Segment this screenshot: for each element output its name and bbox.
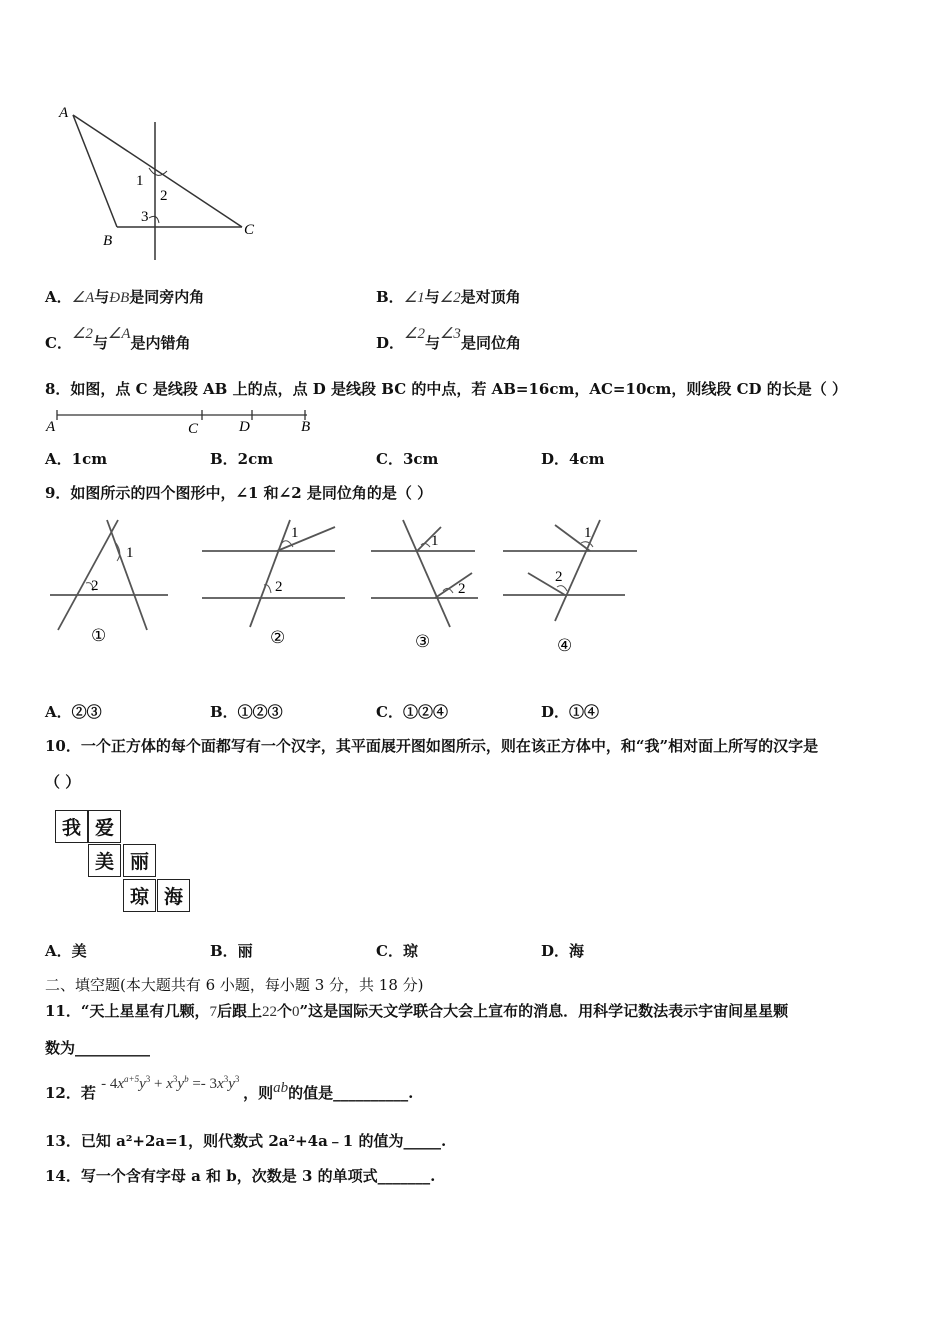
edge-ac xyxy=(73,115,242,227)
text: 与 xyxy=(92,334,108,352)
point-a-label: A xyxy=(46,419,56,435)
coef: - 4 xyxy=(101,1076,118,1092)
math: 7 xyxy=(209,1004,218,1020)
figure-3 xyxy=(371,520,478,651)
q7-option-b[interactable] xyxy=(376,286,521,307)
net-cell: 爱 xyxy=(88,810,121,843)
angle-2-label: 2 xyxy=(275,579,283,595)
text: 与 xyxy=(424,334,440,352)
figure-2 xyxy=(202,520,345,647)
q9-option-c[interactable]: C．①②④ xyxy=(376,703,448,721)
angle-2-label: 2 xyxy=(458,581,466,597)
text: 是内错角 xyxy=(130,334,191,352)
text: 是同旁内角 xyxy=(129,288,205,306)
text: ，则 xyxy=(243,1084,274,1102)
angle-3-label: 3 xyxy=(141,209,149,225)
q9-option-d[interactable]: D．①④ xyxy=(541,703,600,721)
label-c: C xyxy=(244,222,255,238)
math: ∠1 xyxy=(403,290,425,306)
math: ∠A xyxy=(71,290,95,306)
q11-answer-line[interactable]: 数为__________ xyxy=(45,1039,151,1057)
angle-arc xyxy=(149,216,159,223)
q11-stem xyxy=(45,1000,788,1021)
q8-option-a[interactable]: A．1cm xyxy=(45,450,108,468)
text: 后跟上 xyxy=(217,1002,263,1020)
q14-stem: 14．写一个含有字母 a 和 b，次数是 3 的单项式_______. xyxy=(45,1167,436,1185)
option-letter: C． xyxy=(45,334,72,352)
text: 与 xyxy=(424,288,440,306)
exp: 3 xyxy=(145,1074,151,1084)
point-d-label: D xyxy=(239,419,250,435)
net-cell: 丽 xyxy=(123,844,156,877)
angle-1-label: 1 xyxy=(136,173,144,189)
q10-stem: 10．一个正方体的每个面都写有一个汉字，其平面展开图如图所示，则在该正方体中，和“我”相对面上所写的汉字是 xyxy=(45,737,819,755)
op: + xyxy=(154,1076,163,1092)
q8-option-b[interactable]: B．2cm xyxy=(210,450,274,468)
math: 22 xyxy=(262,1004,278,1020)
math: ÐB xyxy=(109,290,130,306)
figure-1 xyxy=(50,520,168,645)
angle-2-label: 2 xyxy=(160,188,168,204)
angle-1-label: 1 xyxy=(291,525,299,541)
math: ∠2 xyxy=(404,326,425,342)
angle-2-label: 2 xyxy=(555,569,563,585)
angle-1-label: 1 xyxy=(126,545,134,561)
exp: a+5 xyxy=(124,1074,140,1084)
var: x xyxy=(217,1076,224,1092)
text: 是对顶角 xyxy=(460,288,521,306)
q7-option-d[interactable] xyxy=(376,326,521,353)
text: 与 xyxy=(94,288,110,306)
text: 11．“天上星星有几颗， xyxy=(45,1002,210,1020)
figure-4 xyxy=(503,520,637,655)
exp: b xyxy=(184,1074,189,1084)
var: y xyxy=(228,1076,235,1092)
math: ab xyxy=(273,1080,289,1096)
option-letter: D． xyxy=(376,334,405,352)
q9-stem: 9．如图所示的四个图形中，∠1 和∠2 是同位角的是（ ） xyxy=(45,484,433,502)
label-a: A xyxy=(59,105,69,121)
section-heading: 二、填空题(本大题共有 6 小题，每小题 3 分，共 18 分) xyxy=(45,976,424,994)
q10-option-b[interactable]: B．丽 xyxy=(210,942,253,960)
q9-option-b[interactable]: B．①②③ xyxy=(210,703,283,721)
exp: 3 xyxy=(172,1074,178,1084)
angle-1-label: 1 xyxy=(431,533,439,549)
q13-stem: 13．已知 a²+2a=1，则代数式 2a²+4a﹣1 的值为_____. xyxy=(45,1132,447,1150)
figure-number: ③ xyxy=(415,632,431,651)
q7-option-a[interactable] xyxy=(45,286,204,307)
q9-option-a[interactable]: A．②③ xyxy=(45,703,102,721)
math: ∠2 xyxy=(439,290,461,306)
math: ∠3 xyxy=(439,326,461,342)
exp: 3 xyxy=(234,1074,240,1084)
point-c-label: C xyxy=(188,421,199,437)
angle-2-label: 2 xyxy=(91,578,99,594)
option-letter: A． xyxy=(45,288,72,306)
q10-paren: （ ） xyxy=(45,773,81,791)
formula xyxy=(101,1076,243,1092)
figure-number: ② xyxy=(270,628,286,647)
net-cell: 琼 xyxy=(123,879,156,912)
q7-option-c[interactable] xyxy=(45,326,191,353)
angle-1-label: 1 xyxy=(584,525,592,541)
q10-option-c[interactable]: C．琼 xyxy=(376,942,418,960)
math: ∠A xyxy=(107,326,131,342)
exp: 3 xyxy=(223,1074,229,1084)
figure-number: ④ xyxy=(557,636,573,655)
text: ”这是国际天文学联合大会上宣布的消息．用科学记数法表示宇宙间星星颗 xyxy=(299,1002,789,1020)
var: y xyxy=(177,1076,185,1092)
q9-figures xyxy=(45,515,645,660)
cube-net xyxy=(55,810,195,920)
var: x xyxy=(117,1076,125,1092)
q8-option-d[interactable]: D．4cm xyxy=(541,450,605,468)
q10-option-a[interactable]: A．美 xyxy=(45,942,87,960)
var: x xyxy=(166,1076,173,1092)
text: 12．若 xyxy=(45,1084,96,1102)
figure-number: ① xyxy=(91,626,107,645)
text: 个 xyxy=(277,1002,293,1020)
text: 是同位角 xyxy=(460,334,521,352)
math: ∠2 xyxy=(71,326,93,342)
q8-stem: 8．如图，点 C 是线段 AB 上的点，点 D 是线段 BC 的中点，若 AB=16cm，AC=10cm，则线段 CD 的长是（ ） xyxy=(45,380,847,398)
q8-option-c[interactable]: C．3cm xyxy=(376,450,439,468)
q7-triangle-figure xyxy=(45,95,275,270)
point-b-label: B xyxy=(301,419,311,435)
net-cell: 美 xyxy=(88,844,121,877)
net-cell: 海 xyxy=(157,879,190,912)
q8-segment-figure xyxy=(45,405,325,437)
text: 的值是__________. xyxy=(288,1084,414,1102)
var: y xyxy=(139,1076,146,1092)
label-b: B xyxy=(103,233,113,249)
op: =- 3 xyxy=(192,1076,218,1092)
edge-ab xyxy=(73,115,117,227)
net-cell: 我 xyxy=(55,810,88,843)
q12-stem xyxy=(45,1074,414,1103)
option-letter: B． xyxy=(376,288,404,306)
q10-option-d[interactable]: D．海 xyxy=(541,942,585,960)
math: 0 xyxy=(292,1004,300,1020)
